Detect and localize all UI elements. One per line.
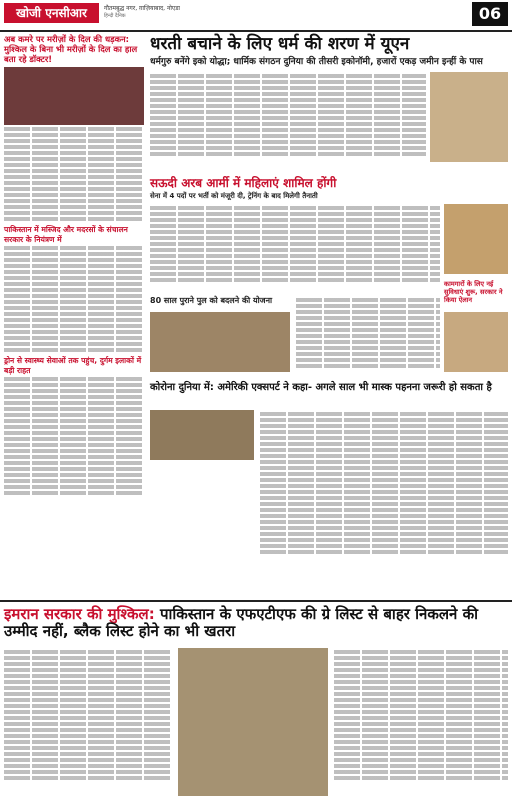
- imran-khan-photo: [178, 648, 328, 796]
- corona-headline: कोरोना दुनिया में: अमेरिकी एक्सपर्ट ने कहा- अगले साल भी मास्क पहनना जरूरी हो सकता है: [150, 382, 492, 393]
- worker-photo: [444, 312, 508, 372]
- dateline-secondary: हिन्दी दैनिक: [104, 13, 126, 19]
- bottom-headline-main: पाकिस्तान के एफएटीएफ की ग्रे लिस्ट से बाहर निकलने की उम्मीद नहीं, ब्लैक लिस्ट होने का भी खतरा: [4, 605, 478, 640]
- saudi-photo: [444, 204, 508, 274]
- main-story-columns: [150, 72, 426, 158]
- bottom-headline: [4, 606, 508, 640]
- saudi-subheadline: सेना में 4 पदों पर भर्ती को मंजूरी दी, ट्रेनिंग के बाद मिलेगी तैनाती: [150, 192, 318, 200]
- small-headline: 80 साल पुराने पुल को बदलने की योजना: [150, 296, 273, 305]
- religious-leader-photo: [430, 72, 508, 162]
- left-column: [4, 34, 144, 497]
- story1-headline: अब कमरे पर मरीज़ों के दिल की धड़कन: मुश्किल के बिना भी मरीज़ों के दिल का हाल बता रहे डॉक्टर!: [4, 34, 138, 64]
- masthead: [0, 0, 512, 32]
- page-number: 06: [472, 2, 508, 26]
- main-subheadline: धर्मगुरु बनेंगे इको योद्धा; धार्मिक संगठन दुनिया की तीसरी इकोनॉमी, हजारों एकड़ जमीन इन्हीं के पास: [150, 57, 483, 67]
- bottom-story-body-left: [4, 648, 172, 782]
- small-story-body: [296, 296, 440, 370]
- newspaper-brand: खोजी एनसीआर: [4, 3, 99, 23]
- saudi-headline: सऊदी अरब आर्मी में महिलाएं शामिल होंगी: [150, 176, 337, 190]
- bottom-story: [0, 600, 512, 642]
- corona-photo: [150, 410, 254, 460]
- corona-story-body: [260, 410, 508, 556]
- bottom-story-body-right: [334, 648, 508, 782]
- main-headline: धरती बचाने के लिए धर्म की शरण में यूएन: [150, 34, 410, 54]
- bridge-photo: [150, 312, 290, 372]
- story2-headline: पाकिस्तान में मस्जिद और मदरसों के संचालन सरकार के नियंत्रण में: [4, 225, 128, 244]
- heart-photo: [4, 67, 144, 125]
- saudi-story-body: [150, 204, 440, 284]
- story3-headline: ड्रोन से स्वास्थ्य सेवाओं तक पहुंच, दुर्गम इलाकों में बड़ी राहत: [4, 356, 142, 375]
- dateline: गौतमबुद्ध नगर, ग़ाज़ियाबाद, नोएडा: [104, 5, 180, 12]
- bottom-headline-lead: इमरान सरकार की मुश्किल:: [4, 605, 155, 623]
- right-column-headline: कामगारों के लिए नई सुविधाएं शुरू, सरकार ने किया ऐलान: [444, 280, 503, 304]
